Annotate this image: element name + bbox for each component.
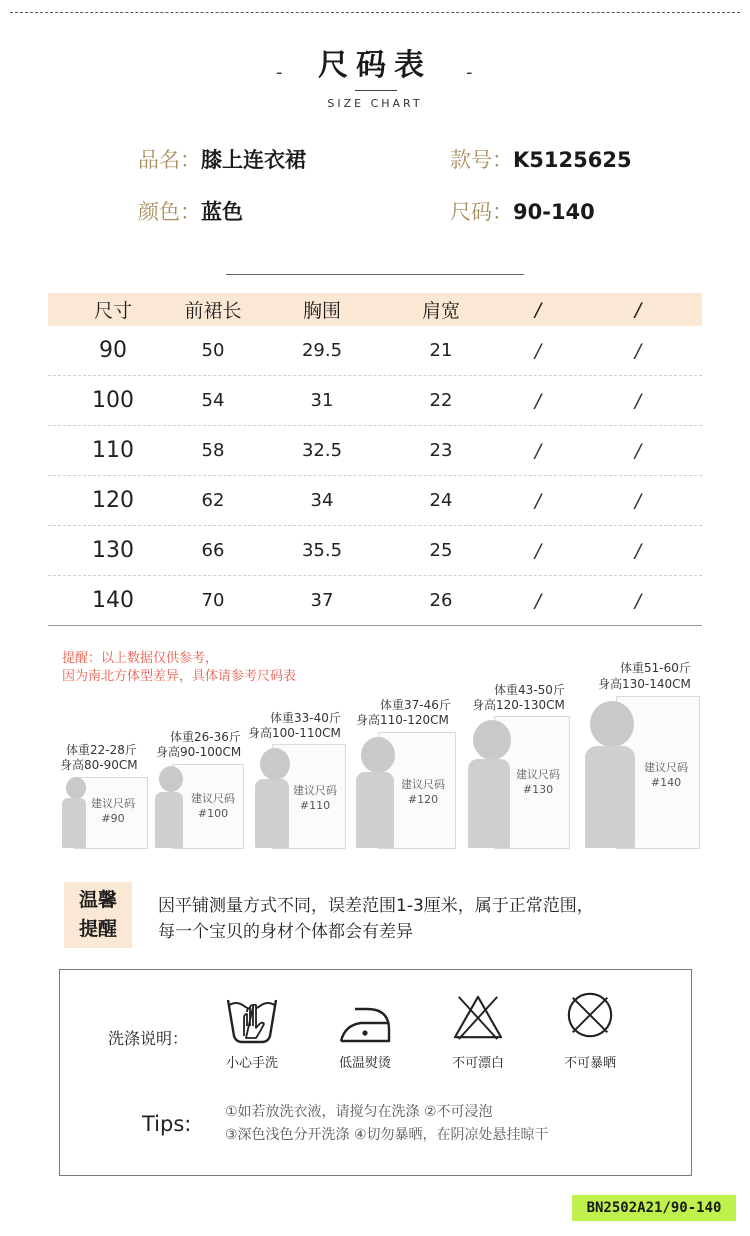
size-range-row	[450, 196, 595, 226]
color-row	[138, 196, 243, 226]
warm-tip-text	[158, 893, 594, 945]
size-range-key: 尺码：	[450, 200, 513, 224]
cell-empty-1: /	[534, 589, 542, 612]
style-number-value: K5125625	[513, 148, 632, 172]
table-row	[48, 426, 702, 476]
cell-chest: 31	[310, 390, 334, 411]
header-shoulder: 肩宽	[421, 300, 460, 322]
header-empty-1: /	[534, 298, 542, 321]
kid-weight: 体重22-28斤	[66, 743, 137, 757]
title-block	[0, 40, 750, 84]
color-value: 蓝色	[201, 200, 243, 224]
cell-size: 130	[92, 538, 134, 563]
table-row	[48, 476, 702, 526]
cell-empty-2: /	[634, 339, 642, 362]
cell-size: 120	[92, 488, 134, 513]
table-row	[48, 576, 702, 626]
kid-silhouette	[155, 792, 183, 848]
warm-tip-badge-line-1: 温馨	[78, 889, 117, 911]
top-dashed-divider	[10, 12, 740, 13]
kid-suggest-label: 建议尺码	[191, 792, 235, 805]
cell-chest: 29.5	[301, 340, 343, 361]
cell-chest: 37	[310, 590, 334, 611]
kid-height: 身高130-140CM	[598, 677, 691, 691]
table-row	[48, 526, 702, 576]
page-subtitle: SIZE CHART	[327, 97, 423, 110]
product-code-tag: BN2502A21/90-140	[572, 1195, 736, 1221]
no-sun-label: 不可暴晒	[563, 1056, 616, 1071]
cell-size: 100	[92, 388, 134, 413]
cell-front-length: 54	[201, 390, 225, 411]
washing-title: 洗涤说明：	[108, 1029, 189, 1048]
kid-silhouette-head	[260, 748, 290, 780]
no-bleach-icon	[450, 993, 506, 1043]
cell-shoulder: 24	[429, 490, 453, 511]
kid-suggest-label: 建议尺码	[293, 784, 337, 797]
kid-silhouette	[585, 746, 635, 848]
table-row	[48, 326, 702, 376]
kid-weight: 体重51-60斤	[620, 661, 691, 675]
kid-suggest-size: #120	[407, 793, 439, 806]
hand-wash-icon	[224, 996, 280, 1046]
cell-empty-1: /	[534, 389, 542, 412]
cell-chest: 32.5	[301, 440, 343, 461]
kid-suggest-label: 建议尺码	[91, 797, 135, 810]
cell-empty-1: /	[534, 339, 542, 362]
product-name-row	[138, 144, 306, 174]
low-iron-icon	[337, 1000, 393, 1050]
tips-line-1: ①如若放洗衣液，请搅匀在洗涤 ②不可浸泡	[225, 1104, 493, 1120]
cell-empty-2: /	[634, 539, 642, 562]
size-table	[48, 293, 702, 626]
kid-silhouette	[255, 779, 289, 848]
cell-shoulder: 23	[429, 440, 453, 461]
kid-suggest-label: 建议尺码	[644, 761, 688, 774]
cell-empty-2: /	[634, 489, 642, 512]
table-row	[48, 376, 702, 426]
title-underline	[355, 90, 397, 91]
cell-size: 90	[99, 338, 127, 363]
cell-front-length: 62	[201, 490, 225, 511]
header-front-length: 前裙长	[184, 300, 242, 322]
reference-note-line-2: 因为南北方体型差异，具体请参考尺码表	[62, 669, 297, 684]
product-name-value: 膝上连衣裙	[201, 148, 306, 172]
page-title: 尺码表	[318, 48, 432, 83]
title-dash-right: -	[466, 62, 473, 83]
title-dash-left: -	[276, 62, 283, 83]
kid-height: 身高100-110CM	[248, 726, 341, 740]
kid-silhouette-head	[66, 777, 86, 799]
cell-size: 140	[92, 588, 134, 613]
reference-note-line-1: 提醒：以上数据仅供参考，	[62, 651, 219, 666]
cell-shoulder: 22	[429, 390, 453, 411]
cell-front-length: 66	[201, 540, 225, 561]
kid-suggest-size: #130	[522, 783, 554, 796]
kid-weight: 体重43-50斤	[494, 683, 565, 697]
style-number-key: 款号：	[450, 148, 513, 172]
low-iron-label: 低温熨烫	[338, 1056, 391, 1071]
tips-label: Tips:	[142, 1112, 192, 1136]
no-bleach-label: 不可漂白	[451, 1056, 504, 1071]
header-size: 尺寸	[93, 300, 132, 322]
section-divider	[226, 274, 524, 275]
header-chest: 胸围	[302, 300, 341, 322]
kid-weight: 体重37-46斤	[380, 698, 451, 712]
kid-height: 身高120-130CM	[472, 698, 565, 712]
kid-silhouette-head	[590, 701, 634, 747]
kid-silhouette-head	[473, 720, 511, 760]
kid-height: 身高110-120CM	[356, 713, 449, 727]
warm-tip-badge-line-2: 提醒	[78, 918, 117, 940]
cell-front-length: 58	[201, 440, 225, 461]
hand-wash-label: 小心手洗	[225, 1056, 278, 1071]
warm-tip-badge	[64, 882, 132, 948]
style-number-row	[450, 144, 632, 174]
kid-suggest-label: 建议尺码	[516, 768, 560, 781]
cell-empty-1: /	[534, 489, 542, 512]
kid-weight: 体重26-36斤	[170, 730, 241, 744]
kid-suggest-size: #140	[650, 776, 682, 789]
table-header	[48, 293, 702, 326]
kid-silhouette	[356, 772, 394, 848]
cell-shoulder: 25	[429, 540, 453, 561]
reference-note	[62, 650, 296, 686]
cell-chest: 35.5	[301, 540, 343, 561]
kid-silhouette-head	[159, 766, 183, 792]
cell-size: 110	[92, 438, 134, 463]
cell-shoulder: 21	[429, 340, 453, 361]
color-key: 颜色：	[138, 200, 201, 224]
header-empty-2: /	[634, 298, 642, 321]
cell-shoulder: 26	[429, 590, 453, 611]
warm-tip-line-1: 因平铺测量方式不同，误差范围1-3厘米，属于正常范围，	[158, 896, 594, 916]
cell-front-length: 70	[201, 590, 225, 611]
product-name-key: 品名：	[138, 148, 201, 172]
kid-suggest-size: #90	[101, 812, 125, 825]
kid-silhouette-head	[361, 737, 395, 773]
kid-silhouette	[62, 798, 86, 848]
warm-tip-line-2: 每一个宝贝的身材个体都会有差异	[158, 922, 413, 942]
cell-empty-2: /	[634, 439, 642, 462]
cell-empty-1: /	[534, 439, 542, 462]
cell-empty-2: /	[634, 389, 642, 412]
size-range-value: 90-140	[513, 200, 595, 224]
cell-front-length: 50	[201, 340, 225, 361]
kid-silhouette	[468, 759, 510, 848]
tips-line-2: ③深色浅色分开洗涤 ④切勿暴晒，在阴凉处悬挂晾干	[225, 1127, 549, 1143]
kid-suggest-size: #100	[197, 807, 229, 820]
kid-height: 身高90-100CM	[156, 745, 242, 759]
kid-weight: 体重33-40斤	[270, 711, 341, 725]
kid-suggest-label: 建议尺码	[401, 778, 445, 791]
no-sun-icon	[562, 990, 618, 1040]
cell-empty-1: /	[534, 539, 542, 562]
cell-empty-2: /	[634, 589, 642, 612]
kid-height: 身高80-90CM	[60, 758, 138, 772]
kid-suggest-size: #110	[299, 799, 331, 812]
cell-chest: 34	[310, 490, 334, 511]
